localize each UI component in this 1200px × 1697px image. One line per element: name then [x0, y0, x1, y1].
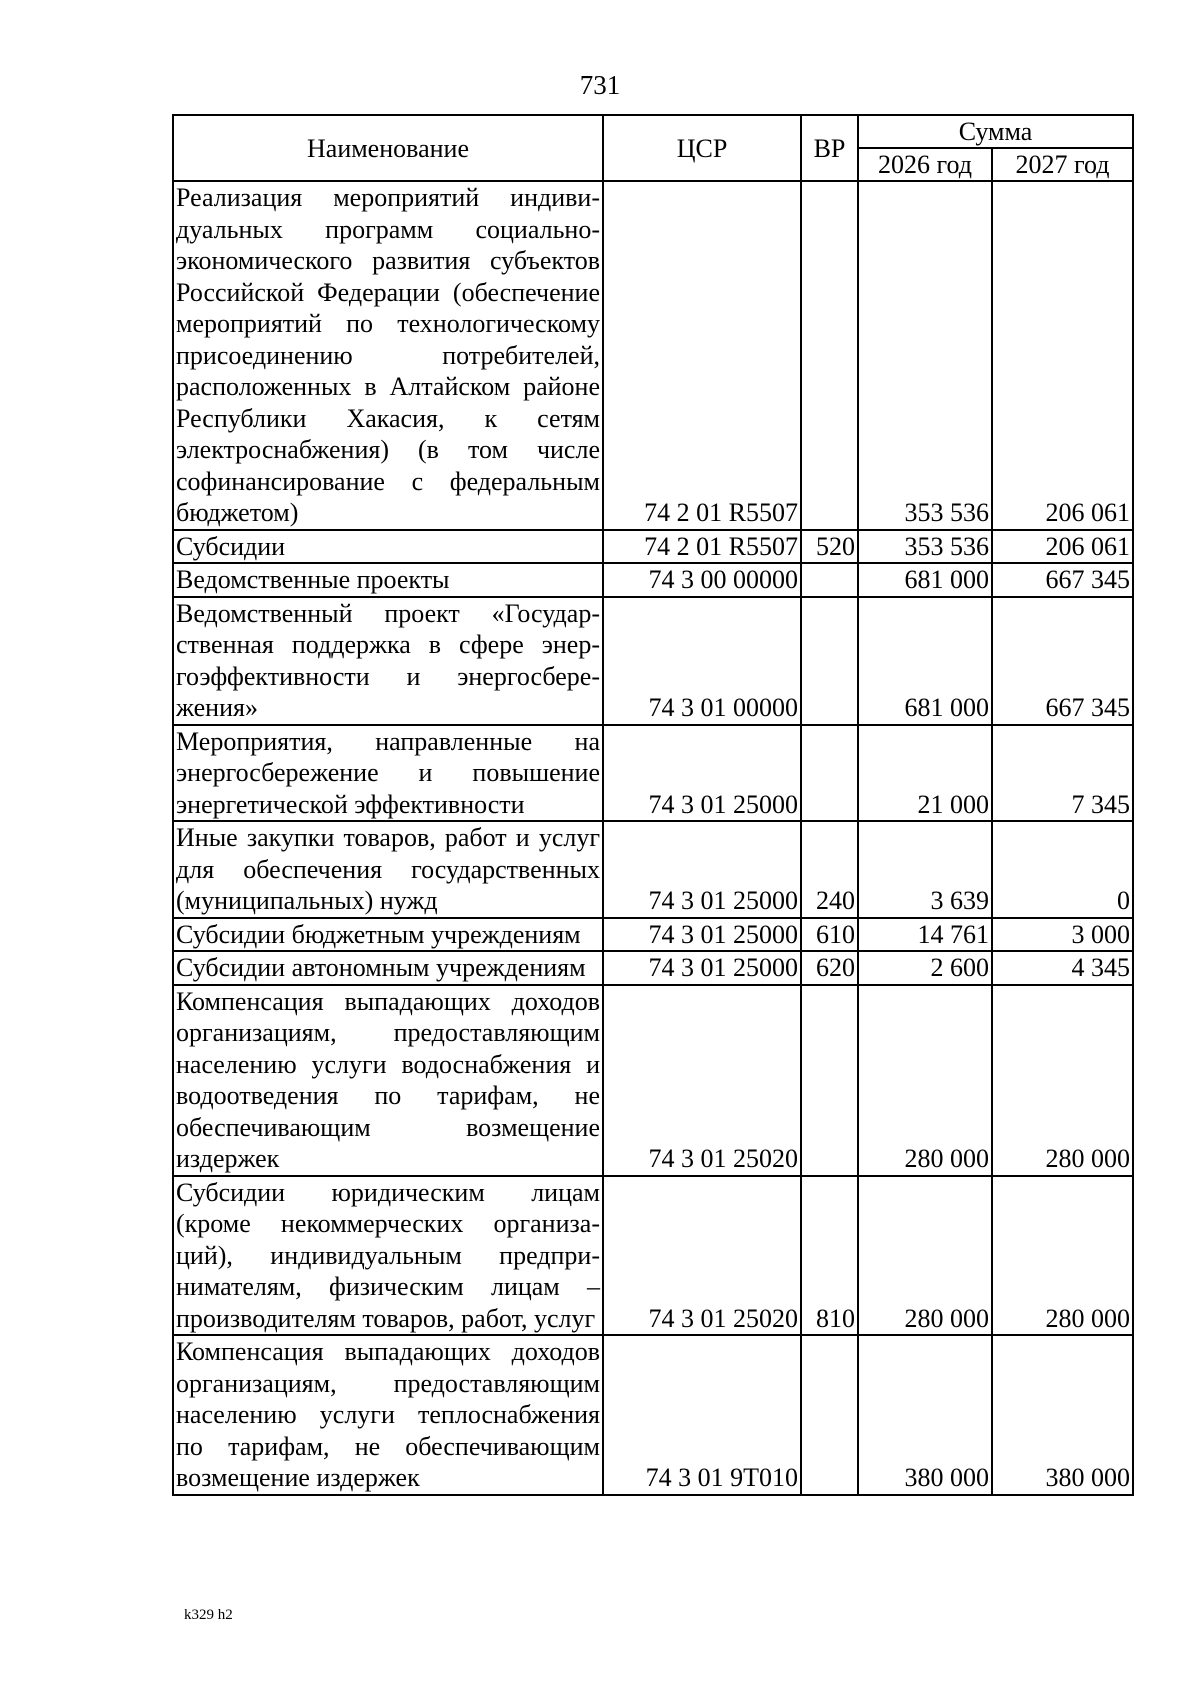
- table-row: [173, 1176, 1133, 1336]
- row-amount-2027-cell: 3 000: [992, 918, 1133, 952]
- row-vr-cell: [801, 181, 858, 530]
- row-name-cell: Иные закупки товаров, работ и услуг для обеспечения государственных (муниципальных) нужд: [173, 821, 603, 918]
- table-body: [173, 181, 1133, 1495]
- row-name-cell: Мероприятия, направленные на энергосбережение и повышение энергетической эффективности: [173, 725, 603, 822]
- row-amount-2027-cell: 667 345: [992, 597, 1133, 725]
- row-name-cell: Субсидии бюджетным учреждениям: [173, 918, 603, 952]
- row-vr-cell: [801, 563, 858, 597]
- row-amount-2026-cell: 681 000: [858, 597, 992, 725]
- table-row: [173, 1335, 1133, 1495]
- footer-code: k329 h2: [184, 1607, 233, 1623]
- row-amount-2026-cell: 380 000: [858, 1335, 992, 1495]
- row-name-cell: Субсидии юридическим лицам (кроме некоммерческих организаций), индивидуальным предпринимателям, физическим лицам – производителям товаров, работ, услуг: [173, 1176, 603, 1336]
- table-row: [173, 985, 1133, 1176]
- row-csr-cell: 74 3 01 9Т010: [603, 1335, 801, 1495]
- row-vr-cell: [801, 597, 858, 725]
- row-amount-2027-cell: 206 061: [992, 181, 1133, 530]
- header-vr: ВР: [801, 115, 858, 181]
- row-amount-2027-cell: 667 345: [992, 563, 1133, 597]
- row-vr-cell: [801, 1335, 858, 1495]
- row-vr-cell: [801, 725, 858, 822]
- table-row: [173, 597, 1133, 725]
- row-csr-cell: 74 3 01 25000: [603, 821, 801, 918]
- row-csr-cell: 74 2 01 R5507: [603, 181, 801, 530]
- header-csr: ЦСР: [603, 115, 801, 181]
- row-vr-cell: [801, 985, 858, 1176]
- row-csr-cell: 74 3 01 25000: [603, 951, 801, 985]
- row-csr-cell: 74 3 01 25020: [603, 985, 801, 1176]
- row-csr-cell: 74 3 01 25000: [603, 918, 801, 952]
- row-amount-2026-cell: 280 000: [858, 985, 992, 1176]
- header-sum: Сумма: [858, 115, 1133, 148]
- row-amount-2027-cell: 0: [992, 821, 1133, 918]
- row-name-cell: Субсидии: [173, 530, 603, 564]
- row-vr-cell: 810: [801, 1176, 858, 1336]
- row-csr-cell: 74 3 00 00000: [603, 563, 801, 597]
- row-name-cell: Субсидии автономным учреждениям: [173, 951, 603, 985]
- row-amount-2026-cell: 280 000: [858, 1176, 992, 1336]
- table-row: [173, 530, 1133, 564]
- row-vr-cell: 520: [801, 530, 858, 564]
- row-name-cell: Компенсация выпадающих доходов организациям, предоставляющим населению услуги водоснабжения и водоотведения по тарифам, не обеспечивающим возмещение издержек: [173, 985, 603, 1176]
- row-vr-cell: 240: [801, 821, 858, 918]
- table-row: [173, 725, 1133, 822]
- row-amount-2026-cell: 14 761: [858, 918, 992, 952]
- row-amount-2027-cell: 380 000: [992, 1335, 1133, 1495]
- table-row: [173, 821, 1133, 918]
- row-amount-2026-cell: 2 600: [858, 951, 992, 985]
- row-amount-2026-cell: 353 536: [858, 181, 992, 530]
- row-amount-2027-cell: 280 000: [992, 1176, 1133, 1336]
- row-amount-2026-cell: 681 000: [858, 563, 992, 597]
- row-csr-cell: 74 2 01 R5507: [603, 530, 801, 564]
- header-year-2027: 2027 год: [992, 148, 1133, 181]
- table-row: [173, 918, 1133, 952]
- row-csr-cell: 74 3 01 25020: [603, 1176, 801, 1336]
- page-number: 731: [579, 70, 621, 100]
- table-row: [173, 181, 1133, 530]
- row-amount-2027-cell: 4 345: [992, 951, 1133, 985]
- row-amount-2026-cell: 21 000: [858, 725, 992, 822]
- row-amount-2027-cell: 206 061: [992, 530, 1133, 564]
- row-name-cell: Реализация мероприятий индивидуальных программ социально-экономического развития субъектов Российской Федерации (обеспечение мероприятий по технологическому присоединению потребителей, расположенных в Алтайском районе Республики Хакасия, к сетям электроснабжения) (в том числе софинансирование с федеральным бюджетом): [173, 181, 603, 530]
- row-amount-2026-cell: 3 639: [858, 821, 992, 918]
- row-name-cell: Ведомственный проект «Государственная поддержка в сфере энергоэффективности и энергосбережения»: [173, 597, 603, 725]
- row-amount-2027-cell: 280 000: [992, 985, 1133, 1176]
- row-vr-cell: 610: [801, 918, 858, 952]
- budget-table: [172, 114, 1134, 1496]
- row-amount-2026-cell: 353 536: [858, 530, 992, 564]
- row-amount-2027-cell: 7 345: [992, 725, 1133, 822]
- table-row: [173, 951, 1133, 985]
- row-csr-cell: 74 3 01 25000: [603, 725, 801, 822]
- row-vr-cell: 620: [801, 951, 858, 985]
- row-name-cell: Ведомственные проекты: [173, 563, 603, 597]
- table-row: [173, 563, 1133, 597]
- row-name-cell: Компенсация выпадающих доходов организациям, предоставляющим населению услуги теплоснабжения по тарифам, не обеспечивающим возмещение издержек: [173, 1335, 603, 1495]
- table-header: [173, 115, 1133, 181]
- header-name: Наименование: [173, 115, 603, 181]
- header-year-2026: 2026 год: [858, 148, 992, 181]
- row-csr-cell: 74 3 01 00000: [603, 597, 801, 725]
